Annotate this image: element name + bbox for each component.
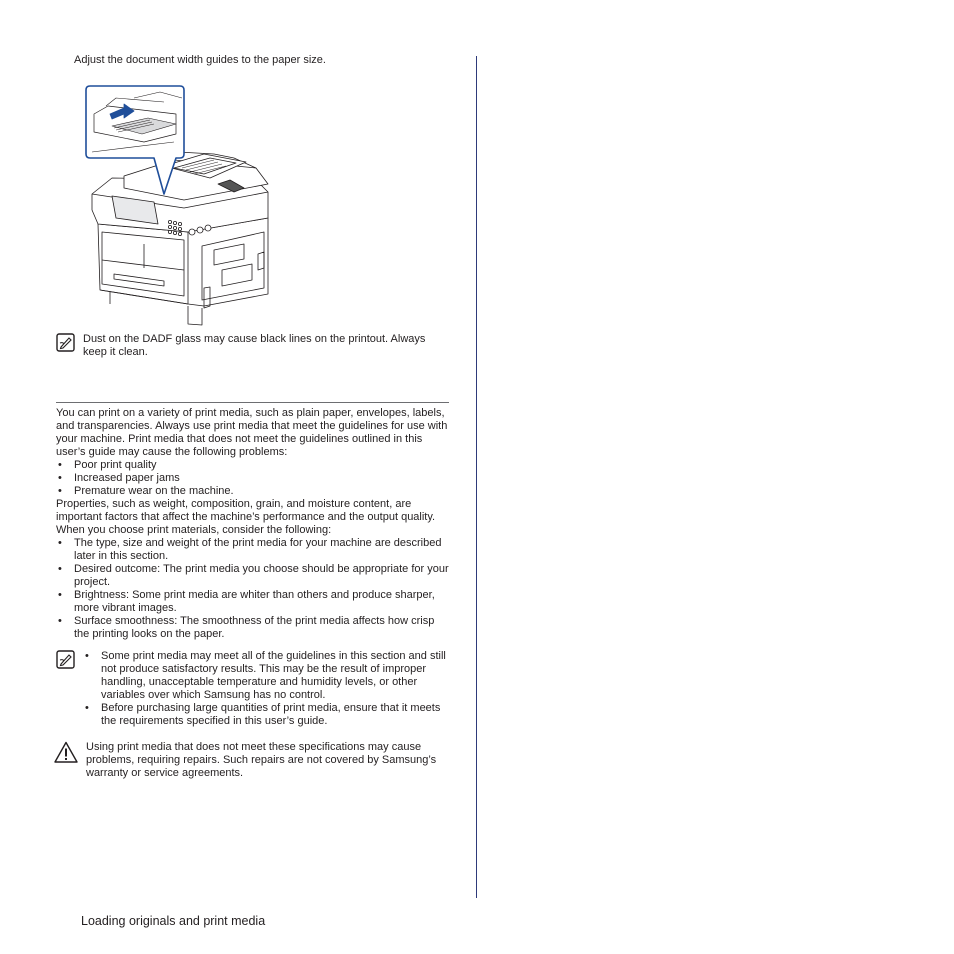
section-rule xyxy=(56,402,449,403)
note-text: Dust on the DADF glass may cause black lines on the printout. Always keep it clean. xyxy=(83,333,426,358)
step-instruction: Adjust the document width guides to the paper size. xyxy=(74,54,326,66)
considerations-list xyxy=(56,537,450,641)
list-item: • Brightness: Some print media are whiter than others and produce sharper, more vibrant images. xyxy=(56,589,450,615)
list-item: • Surface smoothness: The smoothness of the print media affects how crisp the printing looks on the paper. xyxy=(56,615,450,641)
list-item: • Before purchasing large quantities of print media, ensure that it meets the requirements specified in this user’s guide. xyxy=(83,702,449,728)
list-item: • Poor print quality xyxy=(56,459,450,472)
note-icon xyxy=(56,333,75,352)
note-list xyxy=(83,650,449,728)
caution-icon xyxy=(54,741,78,763)
print-media-section xyxy=(56,407,450,641)
list-item: • Desired outcome: The print media you choose should be appropriate for your project. xyxy=(56,563,450,589)
intro-paragraph: You can print on a variety of print media, such as plain paper, envelopes, labels, and transparencies. Always use print media that meet the guidelines for use with your machine. Print media that does not meet the guidelines outlined in this user’s guide may cause the following problems: xyxy=(56,407,448,458)
list-item: • Premature wear on the machine. xyxy=(56,485,450,498)
printer-illustration xyxy=(84,84,274,328)
caution-text: Using print media that does not meet these specifications may cause problems, requiring repairs. Such repairs are not covered by Samsung’s warranty or service agreements. xyxy=(86,741,437,779)
list-item: • The type, size and weight of the print media for your machine are described later in this section. xyxy=(56,537,450,563)
page-footer: Loading originals and print media xyxy=(81,914,266,928)
properties-paragraph: Properties, such as weight, composition, grain, and moisture content, are important factors that affect the machine’s performance and the output quality. When you choose print materials, consider the following: xyxy=(56,498,436,536)
list-item: • Some print media may meet all of the guidelines in this section and still not produce satisfactory results. This may be the result of improper handling, unacceptable temperature and humidity levels, or other variables over which Samsung has no control. xyxy=(83,650,449,702)
column-divider xyxy=(476,56,477,898)
problems-list xyxy=(56,459,450,498)
list-item: • Increased paper jams xyxy=(56,472,450,485)
note-icon xyxy=(56,650,75,669)
